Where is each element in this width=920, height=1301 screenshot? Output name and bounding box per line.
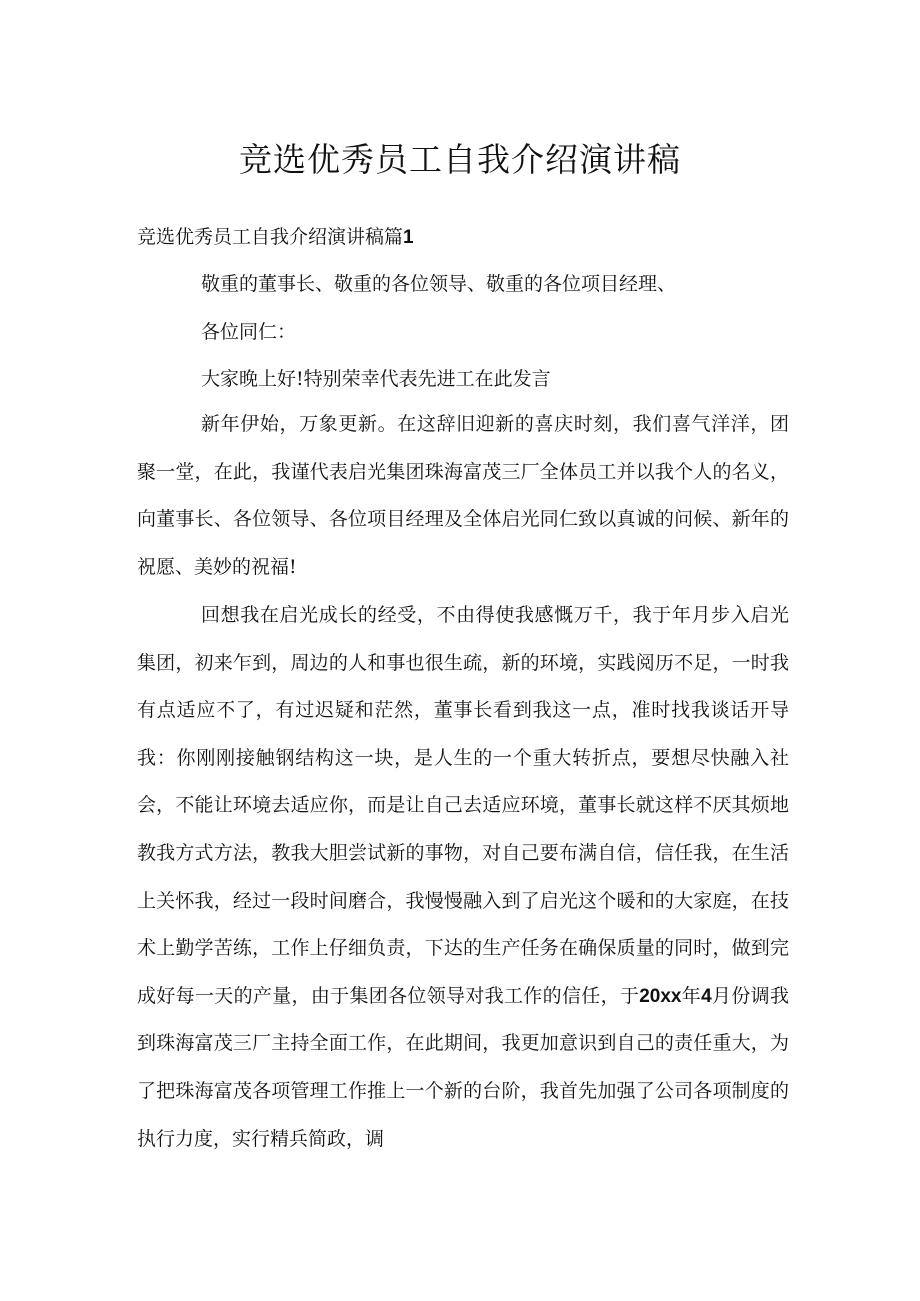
paragraph-growth [137,592,789,1163]
salutation-line-1: 敬重的董事长、敬重的各位领导、敬重的各位项目经理、 [201,273,677,295]
paragraph-growth-text-2: 年 [681,984,702,1007]
section-heading [137,224,414,251]
document-title: 竞选优秀员工自我介绍演讲稿 [239,140,681,179]
paragraph-growth-text-1: 回想我在启光成长的经受，不由得使我感慨万千，我于年月步入启光集团，初来乍到，周边的人和事也很生疏，新的环境，实践阅历不足，一时我有点适应不了，有过迟疑和茫然，董事长看到我这一点，准时找我谈话开导我：你刚刚接触钢结构这一块，是人生的一个重大转折点，要想尽快融入社会，不能让环境去适应你，而是让自己去适应环境，董事长就这样不厌其烦地教我方式方法，教我大胆尝试新的事物，对自己要布满自信，信任我，在生活上关怀我，经过一段时间磨合，我慢慢融入到了启光这个暖和的大家庭，在技术上勤学苦练，工作上仔细负责，下达的生产任务在确保质量的同时，做到完成好每一天的产量，由于集团各位领导对我工作的信任，于 [137,604,789,1007]
paragraph-growth-text-3: 月份调我到珠海富茂三厂主持全面工作，在此期间，我更加意识到自己的责任重大，为了把珠海富茂各项管理工作推上一个新的台阶，我首先加强了公司各项制度的执行力度，实行精兵简政，调 [137,984,789,1150]
section-number: 1 [403,227,414,248]
salutation-line-2: 各位同仁： [201,321,297,343]
section-heading-text: 竞选优秀员工自我介绍演讲稿篇 [137,226,404,248]
greeting-line: 大家晚上好!特别荣幸代表先进工在此发言 [201,368,551,390]
paragraph-growth-year: 20xx [639,985,682,1007]
paragraph-growth-month: 4 [701,985,712,1007]
paragraph-new-year: 新年伊始，万象更新。在这辞旧迎新的喜庆时刻，我们喜气洋洋，团聚一堂，在此，我谨代表启光集团珠海富茂三厂全体员工并以我个人的名义，向董事长、各位领导、各位项目经理及全体启光同仁致以真诚的问候、新年的祝愿、美妙的祝福! [137,413,789,578]
